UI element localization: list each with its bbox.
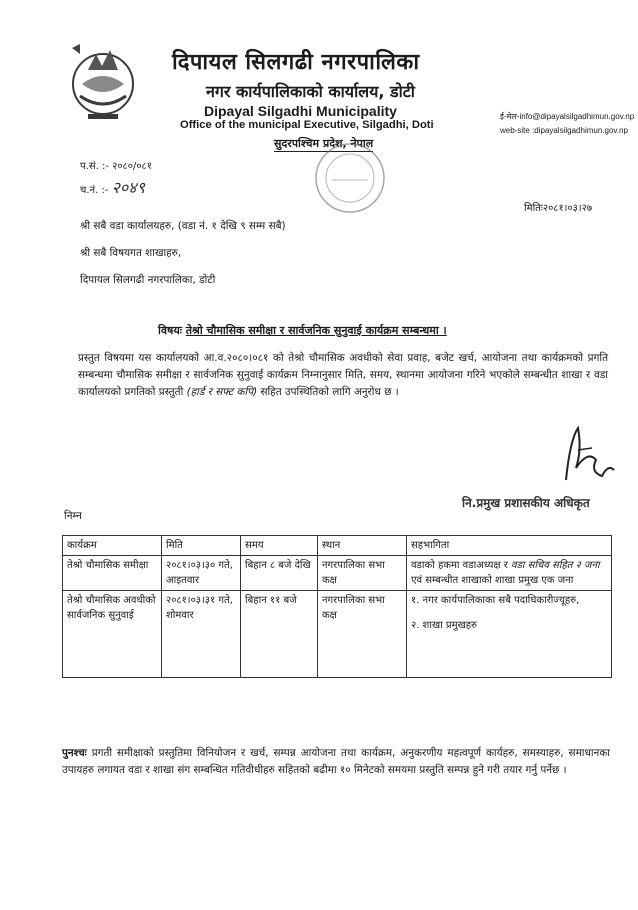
table-row bbox=[63, 556, 612, 591]
recipient-line-3: दिपायल सिलगढी नगरपालिका, डोटी bbox=[80, 274, 216, 286]
table-header-row bbox=[63, 536, 612, 556]
cell-place: नगरपालिका सभा कक्ष bbox=[318, 556, 407, 591]
office-stamp-icon bbox=[312, 140, 388, 216]
cell-date: २०८१।०३।३१ गते, शोमवार bbox=[162, 591, 241, 678]
cell-place: नगरपालिका सभा कक्ष bbox=[318, 591, 407, 678]
cell-time: बिहान ११ बजे bbox=[241, 591, 318, 678]
body-paragraph: प्रस्तुत विषयमा यस कार्यालयको आ.व.२०८०।०८१ को तेश्रो चौमासिक अवधीको सेवा प्रवाह, बजेट खर्च, आयोजना तथा कार्यक्रमको प्रगति सम्बन्धमा चौमासिक समीक्षा र सार्वजनिक सुनुवाई कार्यक्रम निम्नानुसार मिति, समय, स्थानमा आयोजना गरिने भएकोले सम्बन्धीत शाखा र वडा कार्यालयको प्रगतिको प्रस्तुती (हार्ड र सफ्ट कपि) सहित उपस्थितिको लागि अनुरोध छ । bbox=[78, 352, 608, 398]
table-intro: निम्न bbox=[64, 510, 82, 522]
office-name-en: Office of the municipal Executive, Silgadhi, Doti bbox=[180, 119, 434, 131]
chalani-number: च.नं. :- २०४९ bbox=[80, 178, 145, 197]
header-time: समय bbox=[241, 536, 318, 556]
office-name-np: नगर कार्यपालिकाको कार्यालय, डोटी bbox=[206, 82, 415, 101]
cell-program: तेश्रो चौमासिक समीक्षा bbox=[63, 556, 162, 591]
postscript-text: प्रगती समीक्षाको प्रस्तुतिमा विनियोजन र खर्च, सम्पन्न आयोजना तथा कार्यक्रम, अनुकरणीय महत्वपूर्ण कार्यहरु, समस्याहरु, समाधानका उपायहरु लगायत वडा र शाखा संग सम्बन्धित गतिवीधीहरु सहितको बढीमा १० मिनेटको समयमा प्रस्तुति सम्पन्न हुने गरी तयार गर्नु पर्नेछ । bbox=[62, 747, 610, 776]
header-participation: सहभागिता bbox=[407, 536, 612, 556]
government-emblem-icon bbox=[66, 40, 140, 124]
chalani-value: २०४९ bbox=[111, 178, 145, 197]
signature-mark-icon bbox=[548, 420, 618, 490]
table-row bbox=[63, 591, 612, 678]
date-text: मितिः२०८१।०३।२७ bbox=[524, 203, 593, 214]
patra-sankhya: प.सं. :- २०८०/०८१ bbox=[80, 161, 152, 172]
subject-line bbox=[158, 323, 447, 338]
cell-program: तेश्रो चौमासिक अवधीको सार्वजनिक सुनुवाई bbox=[63, 591, 162, 678]
signatory-title: नि.प्रमुख प्रशासकीय अधिकृत bbox=[462, 496, 590, 510]
email-text: ई-मेल-info@dipayalsilgadhimun.gov.np bbox=[500, 112, 635, 121]
patra-value: २०८०/०८१ bbox=[112, 161, 152, 172]
subject-label: विषयः bbox=[158, 324, 182, 337]
body-italic: (हार्ड र सफ्ट कपि) bbox=[186, 386, 258, 398]
cell-participation: १. नगर कार्यपालिकाका सबै पदाधिकारीज्यूहरु, २. शाखा प्रमुखहरु bbox=[407, 591, 612, 678]
cell-date: २०८१।०३।३० गते, आइतवार bbox=[162, 556, 241, 591]
header-place: स्थान bbox=[318, 536, 407, 556]
schedule-table bbox=[62, 535, 612, 678]
postscript-label: पुनश्चः bbox=[62, 747, 87, 759]
municipality-name-en: Dipayal Silgadhi Municipality bbox=[204, 103, 397, 119]
website-text: web-site :dipayalsilgadhimun.gov.np bbox=[500, 126, 628, 135]
cell-time: बिहान ८ बजे देखि bbox=[241, 556, 318, 591]
postscript-paragraph bbox=[62, 745, 610, 779]
contact-block bbox=[500, 110, 634, 138]
cell-participation: वडाको हकमा वडाअध्यक्ष र वडा सचिव सहित २ जना एवं सम्बन्धीत शाखाको शाखा प्रमुख एक जना bbox=[407, 556, 612, 591]
subject-text: तेश्रो चौमासिक समीक्षा र सार्वजनिक सुनुवाई कार्यक्रम सम्बन्धमा । bbox=[185, 324, 447, 337]
header-program: कार्यक्रम bbox=[63, 536, 162, 556]
recipient-line-1: श्री सबै वडा कार्यालयहरु, (वडा नं. १ देखि ९ सम्म सबै) bbox=[80, 220, 286, 232]
municipality-name-np: दिपायल सिलगढी नगरपालिका bbox=[172, 50, 420, 75]
province-line: सुदरपश्चिम प्रदेश, नेपाल bbox=[274, 137, 374, 150]
header-date: मिति bbox=[162, 536, 241, 556]
recipient-line-2: श्री सबै विषयगत शाखाहरु, bbox=[80, 247, 182, 259]
